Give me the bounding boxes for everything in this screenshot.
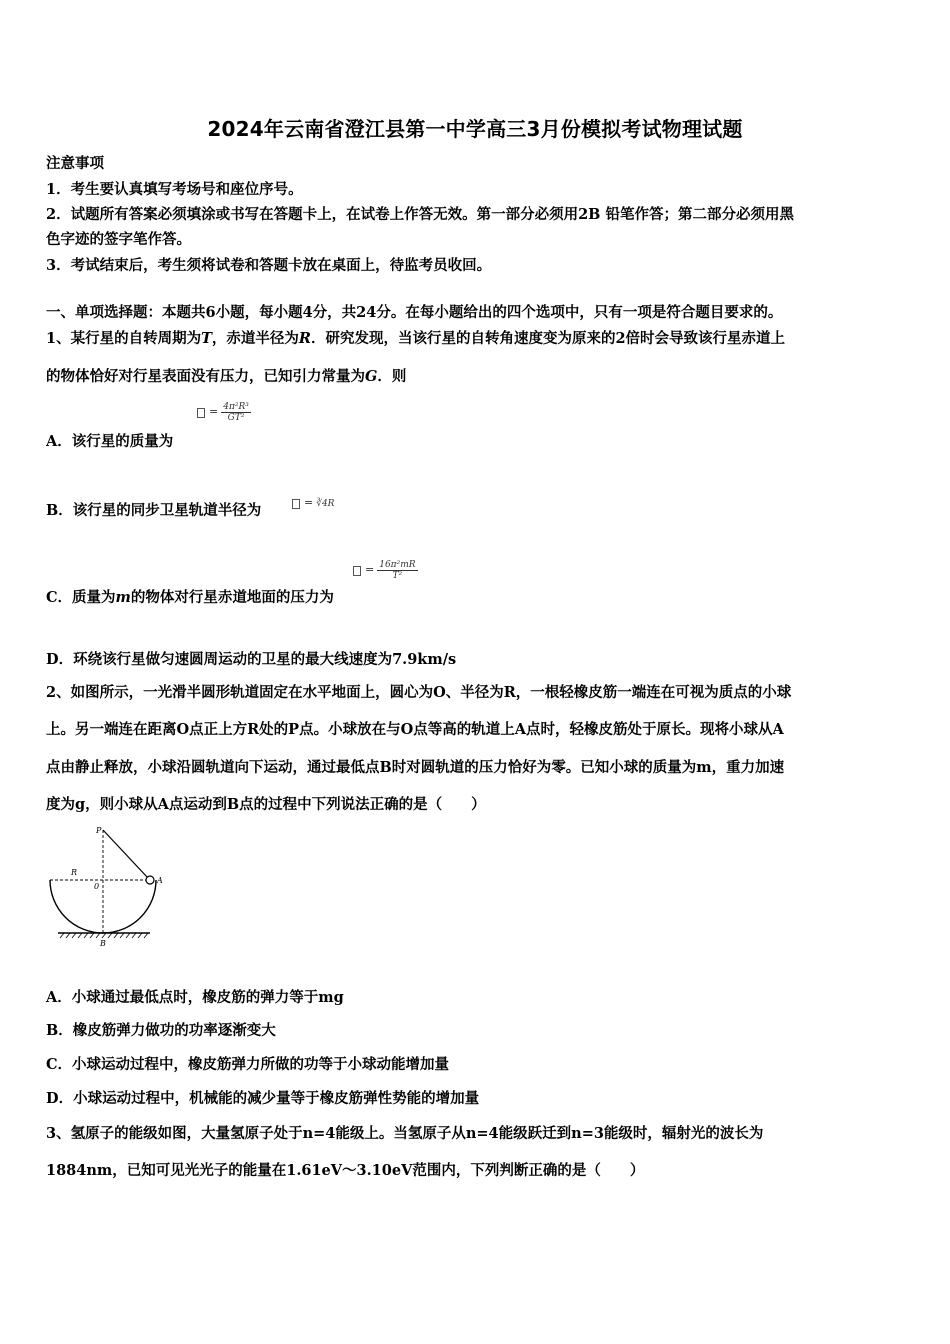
ball xyxy=(146,876,154,884)
q1-option-a: A．该行星的质量为 xyxy=(46,433,174,450)
q1-text: ，赤道半径为 xyxy=(211,330,299,347)
q1-option-a-formula: = $\frac{\text{4π²R³}}{\text{GT²}}$ xyxy=(196,402,251,423)
label-P: P xyxy=(96,826,102,835)
q1-text: ．则 xyxy=(377,368,407,385)
label-R: R xyxy=(71,868,78,877)
var-R: R xyxy=(298,330,311,347)
question-2-line: 点由静止释放，小球沿圆轨道向下运动，通过最低点B时对圆轨道的压力恰好为零。已知小球的质量为m，重力加速 xyxy=(46,759,785,776)
var-m: m xyxy=(115,589,131,606)
placeholder-glyph xyxy=(197,408,205,418)
formula-denominator: T² xyxy=(392,571,403,581)
question-2-line: 2、如图所示，一光滑半圆形轨道固定在水平地面上，圆心为O、半径为R，一根轻橡皮筋一端连在可视为质点的小球 xyxy=(46,684,792,701)
q1-option-d: D．环绕该行星做匀速圆周运动的卫星的最大线速度为7.9km/s xyxy=(46,651,457,668)
notice-item: 3．考试结束后，考生须将试卷和答题卡放在桌面上，待监考员收回。 xyxy=(46,257,492,274)
section-heading: 一、单项选择题：本题共6小题，每小题4分，共24分。在每小题给出的四个选项中，只有一项是符合题目要求的。 xyxy=(46,304,783,321)
q1-text: ．研究发现，当该行星的自转角速度变为原来的2倍时会导致该行星赤道上 xyxy=(310,330,786,347)
question-1-line-2 xyxy=(46,365,406,386)
var-T: T xyxy=(201,330,212,347)
notice-item: 1．考生要认真填写考场号和座位序号。 xyxy=(46,181,303,198)
q2-option-a: A．小球通过最低点时，橡皮筋的弹力等于mg xyxy=(46,989,344,1006)
q1-text: C．质量为 xyxy=(46,589,116,606)
q1-option-b: B．该行星的同步卫星轨道半径为 xyxy=(46,502,262,519)
notice-item: 色字迹的签字笔作答。 xyxy=(46,231,191,248)
semicircle-track-diagram xyxy=(44,822,174,952)
q1-text: 的物体恰好对行星表面没有压力，已知引力常量为 xyxy=(46,368,365,385)
label-O: 0 xyxy=(94,882,100,891)
question-3-line: 1884nm，已知可见光光子的能量在1.61eV～3.10eV范围内，下列判断正确的是（ ） xyxy=(46,1162,645,1179)
formula-numerator: 16π²mR xyxy=(379,560,416,570)
label-A: A xyxy=(157,876,163,885)
formula-denominator: GT² xyxy=(227,413,245,423)
notice-item: 2．试题所有答案必须填涂或书写在答题卡上，在试卷上作答无效。第一部分必须用2B 铅笔作答；第二部分必须用黑 xyxy=(46,206,794,223)
page-title: 2024年云南省澄江县第一中学高三3月份模拟考试物理试题 xyxy=(207,117,743,141)
var-G: G xyxy=(365,368,378,385)
q2-option-d: D．小球运动过程中，机械能的减少量等于橡皮筋弹性势能的增加量 xyxy=(46,1090,480,1107)
q1-text: 1、某行星的自转周期为 xyxy=(46,330,202,347)
placeholder-glyph xyxy=(353,566,361,576)
q2-option-b: B．橡皮筋弹力做功的功率逐渐变大 xyxy=(46,1022,276,1039)
placeholder-glyph xyxy=(292,499,300,509)
notice-heading: 注意事项 xyxy=(46,155,104,172)
formula-root: ∛4R xyxy=(316,499,335,509)
q1-option-b-formula: = ∛4R xyxy=(291,496,334,509)
q2-option-c: C．小球运动过程中，橡皮筋弹力所做的功等于小球动能增加量 xyxy=(46,1056,450,1073)
rubber-band xyxy=(103,830,148,878)
q1-text: 的物体对行星赤道地面的压力为 xyxy=(130,589,334,606)
label-B: B xyxy=(100,939,106,948)
q1-option-c-formula: = $\frac{\text{16π²mR}}{\text{T²}}$ xyxy=(352,560,418,581)
question-2-line: 上。另一端连在距离O点正上方R处的P点。小球放在与O点等高的轨道上A点时，轻橡皮筋处于原长。现将小球从A xyxy=(46,721,784,738)
question-2-line: 度为g，则小球从A点运动到B点的过程中下列说法正确的是（ ） xyxy=(46,796,486,813)
question-3-line: 3、氢原子的能级如图，大量氢原子处于n=4能级上。当氢原子从n=4能级跃迁到n=3能级时，辐射光的波长为 xyxy=(46,1125,764,1142)
q1-option-c xyxy=(46,586,334,607)
formula-numerator: 4π²R³ xyxy=(223,402,249,412)
question-1-line-1 xyxy=(46,327,785,348)
